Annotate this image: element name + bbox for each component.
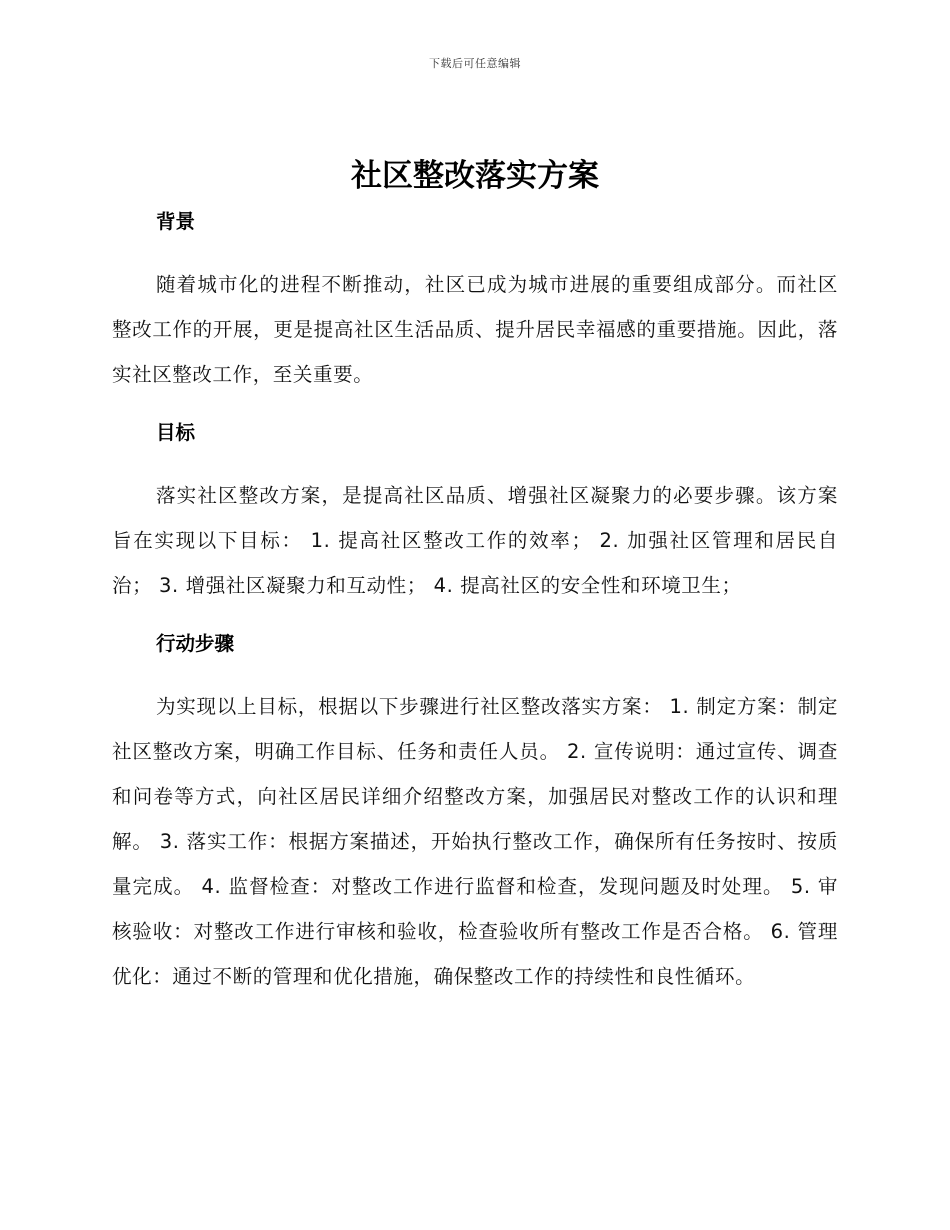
section-heading-goals: 目标 [156, 421, 196, 444]
section-heading-background: 背景 [156, 210, 196, 233]
section-heading-action-steps: 行动步骤 [156, 632, 235, 655]
section-paragraph-background: 随着城市化的进程不断推动，社区已成为城市进展的重要组成部分。而社区整改工作的开展，更是提高社区生活品质、提升居民幸福感的重要措施。因此，落实社区整改工作，至关重要。 [112, 273, 838, 386]
document-body [112, 204, 838, 999]
document-title: 社区整改落实方案 [351, 158, 599, 194]
section-paragraph-action-steps: 为实现以上目标，根据以下步骤进行社区整改落实方案： 1. 制定方案：制定社区整改方案，明确工作目标、任务和责任人员。 2. 宣传说明：通过宣传、调查和问卷等方式，向社区居民详细介绍整改方案，加强居民对整改工作的认识和理解。 3. 落实工作：根据方案描述，开始执行整改工作，确保所有任务按时、按质量完成。 4. 监督检查：对整改工作进行监督和检查，发现问题及时处理。 5. 审核验收：对整改工作进行审核和验收，检查验收所有整改工作是否合格。 6. 管理优化：通过不断的管理和优化措施，确保整改工作的持续性和良性循环。 [112, 695, 838, 988]
header-note: 下载后可任意编辑 [429, 57, 521, 70]
section-paragraph-goals: 落实社区整改方案，是提高社区品质、增强社区凝聚力的必要步骤。该方案旨在实现以下目标： 1. 提高社区整改工作的效率； 2. 加强社区管理和居民自治； 3. 增强社区凝聚力和互动性； 4. 提高社区的安全性和环境卫生； [112, 484, 838, 597]
section-action-steps [112, 626, 838, 999]
section-background [112, 204, 838, 397]
section-goals [112, 415, 838, 608]
